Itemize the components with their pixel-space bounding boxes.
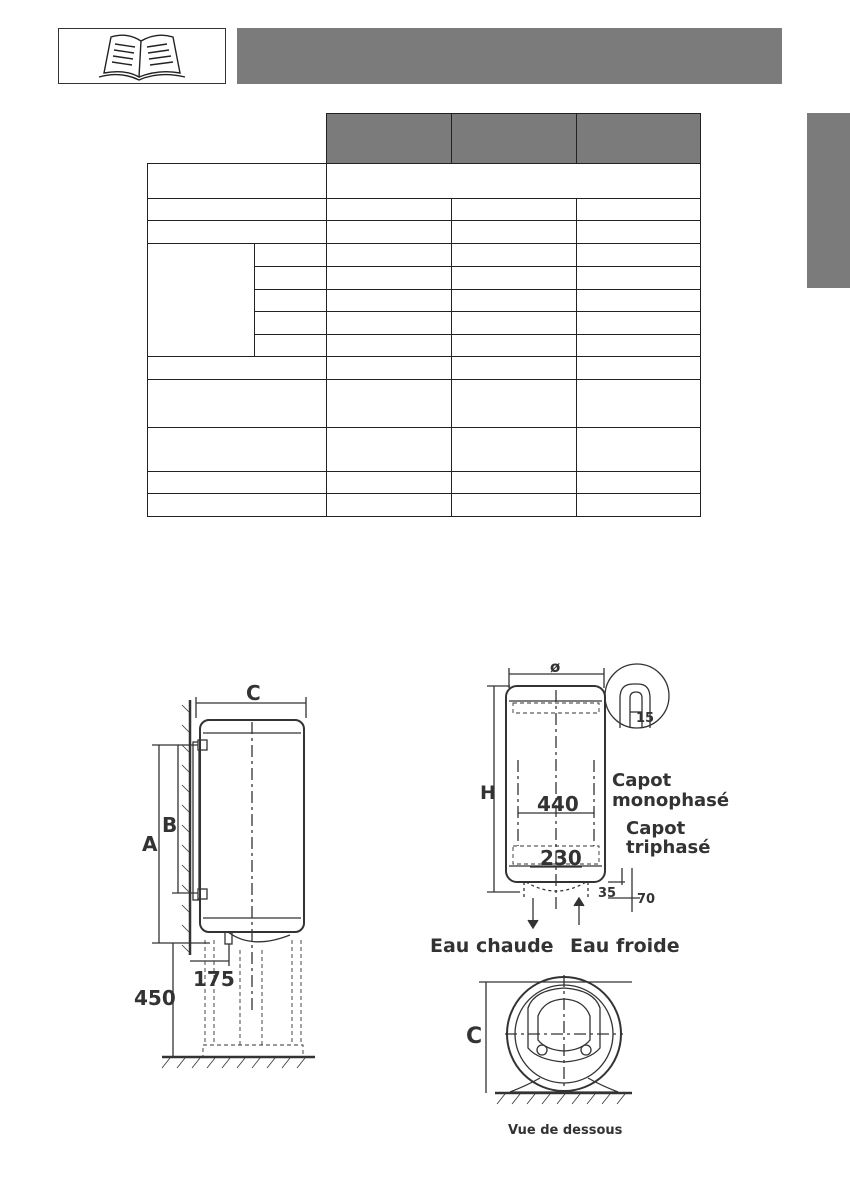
front-dim-70: 70: [637, 892, 656, 907]
front-dim-440: 440: [537, 792, 579, 816]
capot-triphase-line1: Capot: [626, 818, 686, 839]
capot-triphase-line2: triphasé: [626, 837, 711, 858]
front-dim-35: 35: [598, 886, 617, 901]
front-dim-230: 230: [540, 846, 582, 870]
bottom-view-drawing: [479, 975, 632, 1104]
bottom-view-caption: Vue de dessous: [508, 1123, 623, 1138]
bottom-dim-c: C: [466, 1024, 483, 1049]
side-dim-b: B: [162, 813, 178, 837]
eau-chaude-label: Eau chaude: [430, 935, 554, 957]
side-view-drawing: [152, 697, 315, 1068]
capot-monophase-line2: monophasé: [612, 790, 730, 811]
front-dim-diameter: ø: [550, 658, 561, 676]
side-dim-c: C: [246, 681, 261, 705]
front-dim-15: 15: [636, 711, 655, 726]
side-dim-a: A: [142, 832, 158, 856]
side-dim-175: 175: [193, 967, 235, 991]
front-dim-h: H: [480, 782, 496, 804]
side-dim-450: 450: [134, 986, 176, 1010]
capot-monophase-line1: Capot: [612, 770, 672, 791]
eau-froide-label: Eau froide: [570, 935, 680, 957]
